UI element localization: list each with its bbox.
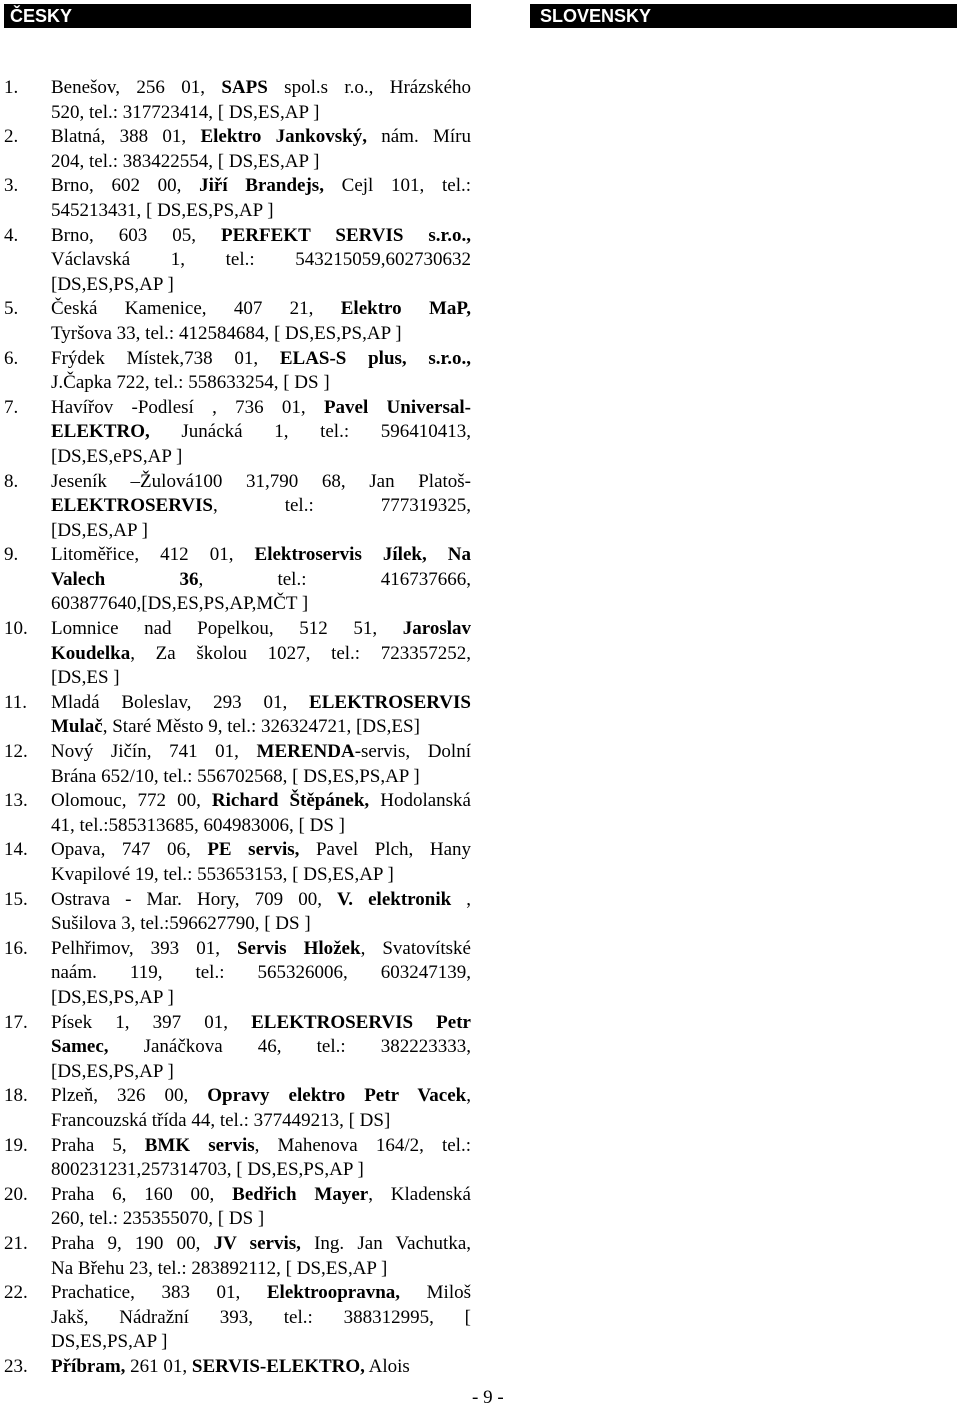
text-line [51,470,471,495]
text-line [51,1084,471,1109]
text-line [51,150,471,175]
text-line [51,1330,471,1355]
text-line [51,1011,471,1036]
text-segment: Praha 9, 190 00, [51,1232,214,1254]
item-number: 10. [4,618,28,640]
list-item [0,691,475,740]
text-segment: [DS,ES,ePS,AP ] [51,445,183,467]
bold-text: Mulač [51,716,103,738]
bold-text: ELEKTROSERVIS [309,691,471,713]
text-line [51,912,471,937]
text-segment: Lomnice nad Popelkou, 512 51, [51,618,403,640]
text-line [51,1035,471,1060]
text-segment: 545213431, [ DS,ES,PS,AP ] [51,199,274,221]
list-item [0,937,475,1011]
text-line [51,445,471,470]
item-text [51,740,471,789]
text-segment: Cejl 101, tel.: [323,175,471,197]
item-text [51,174,471,223]
list-item [0,1281,475,1355]
section-header-czech: ČESKY [4,4,471,28]
text-line [51,937,471,962]
text-line [51,371,471,396]
item-text [51,543,471,617]
text-segment: Václavská 1, tel.: 543215059,602730632 [51,249,471,271]
text-segment: [DS,ES ] [51,667,120,689]
text-segment: Nový Jičín, 741 01, [51,741,257,763]
text-line [51,1306,471,1331]
text-segment: Benešov, 256 01, [51,77,222,98]
list-item [0,1084,475,1133]
text-segment: , Staré Město 9, tel.: 326324721, [DS,ES] [102,716,420,738]
text-line [51,273,471,298]
text-segment: , Kladenská [368,1183,471,1205]
text-line [51,494,471,519]
list-item [0,543,475,617]
item-number: 5. [4,298,19,320]
text-segment: Ostrava - Mar. Hory, 709 00, [51,888,338,910]
item-text [51,347,471,396]
item-number: 13. [4,790,28,812]
text-line [51,642,471,667]
text-segment: , Svatovítské [360,937,471,959]
item-number: 14. [4,839,28,861]
text-line [51,765,471,790]
bold-text: BMK servis [144,1134,255,1156]
text-segment: Jeseník –Žulová100 31,790 68, Jan Platoš- [51,470,471,492]
bold-text: Richard Štěpánek, [211,790,370,812]
item-number: 23. [4,1355,28,1377]
text-line [51,1158,471,1183]
text-line [51,1281,471,1306]
bold-text: ELAS-S plus, s.r.o., [279,347,471,369]
text-segment: Havířov -Podlesí , 736 01, [51,396,324,418]
text-line [51,322,471,347]
text-segment: , tel.: 777319325, [212,495,471,517]
text-segment: 603877640,[DS,ES,PS,AP,MČT ] [51,593,309,615]
text-segment: 520, tel.: 317723414, [ DS,ES,AP ] [51,101,320,123]
text-segment: Na Břehu 23, tel.: 283892112, [ DS,ES,AP ] [51,1257,388,1279]
text-segment: , Mahenova 164/2, tel.: [254,1134,471,1156]
text-segment: Jakš, Nádražní 393, tel.: 388312995, [ [51,1306,471,1328]
text-segment: Janáčkova 46, tel.: 382223333, [108,1036,471,1058]
text-segment: Brno, 603 05, [51,224,222,246]
item-number: 17. [4,1011,28,1033]
bold-text: Pavel Universal- [323,396,471,418]
text-line [51,986,471,1011]
text-segment: [DS,ES,AP ] [51,519,148,541]
text-segment: Tyršova 33, tel.: 412584684, [ DS,ES,PS,AP ] [51,322,402,344]
text-line [51,617,471,642]
item-text [51,617,471,691]
list-item [0,347,475,396]
item-text [51,224,471,298]
bold-text: Bedřich Mayer [232,1183,369,1205]
text-segment: Mladá Boleslav, 293 01, [51,691,310,713]
item-number: 6. [4,347,19,369]
list-item [0,1134,475,1183]
item-text [51,470,471,544]
text-segment: 41, tel.:585313685, 604983006, [ DS ] [51,814,345,836]
list-item [0,297,475,346]
list-item [0,125,475,174]
bold-text: ELEKTROSERVIS Petr [251,1011,471,1033]
bold-text: SAPS [221,77,268,98]
bold-text: ELEKTROSERVIS [51,495,213,517]
text-line [51,592,471,617]
text-line [51,568,471,593]
text-segment: Litoměřice, 412 01, [51,544,255,566]
text-segment: Brno, 602 00, [51,175,200,197]
text-segment: [DS,ES,PS,AP ] [51,273,174,295]
item-text [51,1134,471,1183]
item-number: 7. [4,396,19,418]
bold-text: Servis Hložek [236,937,361,959]
text-line [51,420,471,445]
item-text [51,1355,471,1380]
text-line [51,1257,471,1282]
bold-text: V. elektronik [337,888,452,910]
text-segment: , tel.: 416737666, [198,568,471,590]
text-line [51,789,471,814]
text-line [51,666,471,691]
text-segment: 260, tel.: 235355070, [ DS ] [51,1208,265,1230]
text-segment: Pavel Plch, Hany [299,839,471,861]
list-item [0,740,475,789]
item-text [51,789,471,838]
item-number: 12. [4,741,28,763]
text-segment: Frýdek Místek,738 01, [51,347,280,369]
text-segment: nám. Míru [366,126,471,148]
text-segment: Ing. Jan Vachutka, [300,1232,471,1254]
text-line [51,863,471,888]
text-line [51,1183,471,1208]
item-text [51,1183,471,1232]
bold-text: SERVIS-ELEKTRO, [191,1355,365,1377]
text-segment: Alois [364,1355,410,1377]
item-number: 22. [4,1282,28,1304]
list-item [0,617,475,691]
text-line [51,1060,471,1085]
bold-text: ELEKTRO, [51,421,150,443]
item-number: 8. [4,470,19,492]
text-line [51,691,471,716]
text-segment: Hodolanská [369,790,471,812]
text-segment: [DS,ES,PS,AP ] [51,1060,174,1082]
bold-text: Elektro Jankovský, [200,126,367,148]
text-segment: , [466,1085,471,1107]
list-item [0,1011,475,1085]
list-item [0,224,475,298]
list-item [0,888,475,937]
text-line [51,543,471,568]
bold-text: Jaroslav [402,618,471,640]
list-item [0,470,475,544]
text-segment: 261 01, [125,1355,192,1377]
list-item [0,1355,475,1380]
text-line [51,1232,471,1257]
text-line [51,199,471,224]
text-segment: Brána 652/10, tel.: 556702568, [ DS,ES,PS,AP ] [51,765,420,787]
bold-text: Opravy elektro Petr Vacek [207,1085,467,1107]
item-text [51,1281,471,1355]
text-line [51,347,471,372]
text-segment: Prachatice, 383 01, [51,1282,267,1304]
item-number: 9. [4,544,19,566]
text-line [51,1134,471,1159]
text-segment: Plzeň, 326 00, [51,1085,208,1107]
text-segment: Praha 5, [51,1134,145,1156]
text-line [51,101,471,126]
text-segment: Francouzská třída 44, tel.: 377449213, [ DS] [51,1109,391,1131]
text-segment: 204, tel.: 383422554, [ DS,ES,AP ] [51,150,320,172]
bold-text: Elektroservis Jílek, Na [254,544,471,566]
text-segment: J.Čapka 722, tel.: 558633254, [ DS ] [51,372,330,394]
item-number: 3. [4,175,19,197]
item-number: 16. [4,937,28,959]
item-number: 11. [4,691,28,713]
item-number: 1. [4,77,19,98]
bold-text: PERFEKT SERVIS s.r.o., [221,224,471,246]
bold-text: Elektroopravna, [266,1282,401,1304]
list-item [0,76,475,125]
bold-text: Jiří Brandejs, [199,175,324,197]
text-line [51,1109,471,1134]
text-segment: Blatná, 388 01, [51,126,201,148]
list-item [0,396,475,470]
text-line [51,76,471,101]
item-text [51,297,471,346]
bold-text: MERENDA [256,741,355,763]
item-number: 4. [4,224,19,246]
text-line [51,1355,471,1380]
text-segment: Česká Kamenice, 407 21, [51,298,341,320]
item-text [51,937,471,1011]
text-line [51,125,471,150]
text-line [51,814,471,839]
item-text [51,838,471,887]
bold-text: PE servis, [207,839,300,861]
bold-text: Elektro MaP, [340,298,471,320]
item-number: 18. [4,1085,28,1107]
item-text [51,691,471,740]
list-item [0,1232,475,1281]
text-segment: naám. 119, tel.: 565326006, 603247139, [51,962,471,984]
text-line [51,248,471,273]
list-item [0,838,475,887]
text-segment: [DS,ES,PS,AP ] [51,986,174,1008]
bold-text: Koudelka [51,642,131,664]
page-number: - 9 - [472,1387,504,1408]
list-item [0,789,475,838]
text-segment: , [451,888,471,910]
text-segment: -servis, Dolní [354,741,471,763]
item-text [51,1084,471,1133]
text-segment: , Za školou 1027, tel.: 723357252, [130,642,471,664]
bold-text: Samec, [51,1036,109,1058]
text-segment: Opava, 747 06, [51,839,208,861]
text-line [51,519,471,544]
text-segment: DS,ES,PS,AP ] [51,1331,168,1353]
text-segment: Junácká 1, tel.: 596410413, [149,421,471,443]
item-text [51,76,471,125]
item-number: 20. [4,1183,28,1205]
item-number: 21. [4,1232,28,1254]
text-segment: Miloš [400,1282,471,1304]
text-line [51,1207,471,1232]
text-line [51,396,471,421]
text-line [51,961,471,986]
item-number: 2. [4,126,19,148]
item-text [51,888,471,937]
text-segment: Praha 6, 160 00, [51,1183,233,1205]
item-number: 15. [4,888,28,910]
item-text [51,396,471,470]
item-text [51,1011,471,1085]
list-item [0,1183,475,1232]
text-line [51,174,471,199]
text-segment: Kvapilové 19, tel.: 553653153, [ DS,ES,AP ] [51,864,394,885]
bold-text: Valech 36 [51,568,199,590]
text-line [51,297,471,322]
text-line [51,838,471,863]
text-line [51,740,471,765]
section-header-slovak: SLOVENSKY [530,4,957,28]
item-number: 19. [4,1134,28,1156]
text-line [51,715,471,740]
service-list [0,76,475,1379]
item-text [51,1232,471,1281]
text-segment: Olomouc, 772 00, [51,790,212,812]
bold-text: JV servis, [213,1232,301,1254]
text-segment: 800231231,257314703, [ DS,ES,PS,AP ] [51,1159,364,1181]
text-segment: Sušilova 3, tel.:596627790, [ DS ] [51,913,311,935]
text-line [51,224,471,249]
text-segment: spol.s r.o., Hrázského [267,77,471,98]
text-segment: Písek 1, 397 01, [51,1011,252,1033]
bold-text: Příbram, [51,1355,126,1377]
item-text [51,125,471,174]
text-segment: Pelhřimov, 393 01, [51,937,237,959]
text-line [51,888,471,913]
list-item [0,174,475,223]
